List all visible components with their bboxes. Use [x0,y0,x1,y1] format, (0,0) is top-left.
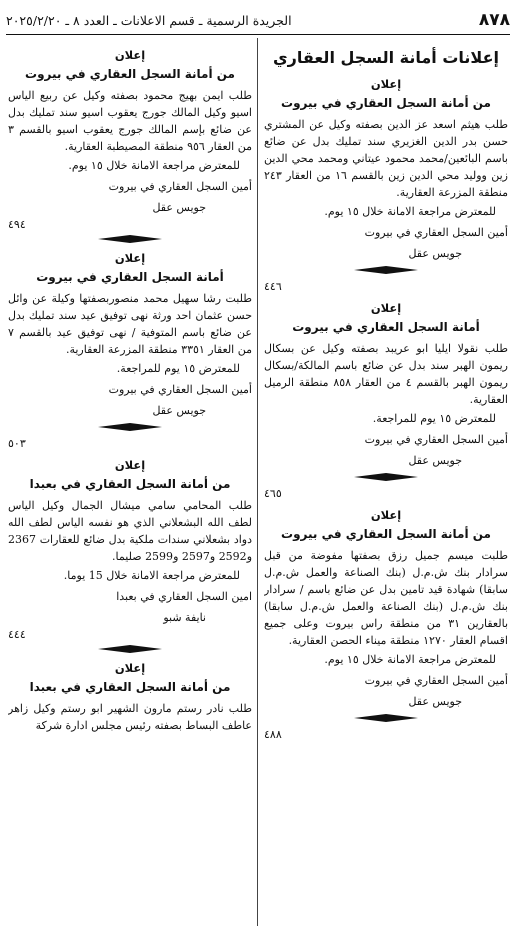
notice-body: طلب ايمن بهيج محمود بصفته وكيل عن ربيع الياس اسيو وكيل المالك جورج يعقوب اسيو سند تمليك بدل عن ضائع بإسم المالك جورج يعقوب اسيو بالقسم ٣ من العقار ٩٥٦ منطقة المصيطبة العقارية. [8,89,252,153]
signature-title: أمين السجل العقاري في بيروت [364,226,508,239]
notice-objection: للمعترض ١٥ يوم للمراجعة. [116,362,240,375]
signature-name: جويس عقل [152,404,206,417]
divider-ornament [8,423,252,431]
page-header [6,6,510,34]
page-number: ٨٧٨ [478,10,510,30]
signature-name: جويس عقل [408,454,462,467]
notice-number: ٤٤٦ [264,280,282,293]
signature-title: أمين السجل العقاري في بيروت [108,180,252,193]
notice-body: طلب هيثم اسعد عز الدين بصفته وكيل عن المشتري حسن بدر الدين الغزيري سند تمليك بدل عن ضائع باسم البائعين/محمد محمود عيتاني ومحمد محي الدين زين ووليد محي الدين زين بالقسم ١٦ من العقار ٢٤٣ منطقة المزرعة العقارية. [264,118,508,199]
right-column [264,40,508,745]
notice-number: ٤٦٥ [264,487,282,500]
divider-ornament [8,645,252,653]
divider-ornament [264,714,508,722]
notice-488 [264,508,508,741]
notice-494 [8,48,252,243]
notice-label: إعلان [370,508,402,522]
notice-444 [8,458,252,653]
notice-heading: من أمانة السجل العقاري في بعبدا [29,477,231,491]
notice-number: ٤٨٨ [264,728,282,741]
notice-heading: من أمانة السجل العقاري في بيروت [25,67,235,81]
notice-number: ٤٩٤ [8,218,26,231]
notice-objection: للمعترض مراجعة الامانة خلال ١٥ يوم. [68,159,240,172]
signature-title: امين السجل العقاري في بعبدا [116,590,252,603]
notice-heading: أمانة السجل العقاري في بيروت [36,270,224,284]
notice-body: طلبت رشا سهيل محمد منصوربصفتها وكيلة عن وائل حسن عثمان احد ورثة نهى توفيق عيد سند تمليك بدل عن ضائع باسم المتوفية / نهى توفيق عيد بالقسم ٧ من العقار ٣٣٥١ منطقة المزرعة العقارية. [8,292,252,356]
notice-body: طلب نادر رستم مارون الشهير ابو رستم وكيل زاهر عاطف البساط بصفته رئيس مجلس ادارة شركة [8,702,252,732]
header-rule [6,34,510,35]
notice-label: إعلان [114,458,146,472]
notice-body: طلب نقولا ايليا ابو عريبد بصفته وكيل عن بسكال ريمون الهبر سند بدل عن ضائع باسم المالكة/بسكال ريمون الهبر بالقسم ٤ من العقار ٨٥٨ منطقة الرميل العقارية. [264,342,508,406]
running-head: الجريدة الرسمية ـ قسم الاعلانات ـ العدد ٨ ـ ٢٠٢٥/٢/٢٠ [6,12,292,28]
notice-heading: أمانة السجل العقاري في بيروت [292,320,480,334]
signature-title: أمين السجل العقاري في بيروت [108,383,252,396]
column-divider [257,38,258,926]
notice-continued [8,661,252,734]
notice-number: ٤٤٤ [8,628,26,641]
notice-body: طلبت ميسم جميل رزق بصفتها مفوضة من قبل سرادار بنك ش.م.ل (بنك الصناعة والعمل ش.م.ل سابقا) شهادة قيد تامين بدل عن ضائع باسم / سرادار بنك ش.م.ل (بنك الصناعة والعمل ش.م.ل سابقا) بالعقارين ٣١ من منطقة راس بيروت وعلى جميع اقسام العقار ١٢٧٠ منطقة ميناء الحصن العقارية. [264,549,508,647]
signature-title: أمين السجل العقاري في بيروت [364,674,508,687]
notice-label: إعلان [370,77,402,91]
left-column [8,40,252,738]
divider-ornament [264,473,508,481]
divider-ornament [8,235,252,243]
notice-label: إعلان [370,301,402,315]
notice-heading: من أمانة السجل العقاري في بيروت [281,96,491,110]
signature-title: أمين السجل العقاري في بيروت [364,433,508,446]
notice-503 [8,251,252,450]
notice-objection: للمعترض مراجعة الامانة خلال 15 يوما. [63,569,240,582]
notice-objection: للمعترض ١٥ يوم للمراجعة. [372,412,496,425]
notice-objection: للمعترض مراجعة الامانة خلال ١٥ يوم. [324,653,496,666]
signature-name: جويس عقل [408,247,462,260]
notice-label: إعلان [114,661,146,675]
signature-name: جويس عقل [152,201,206,214]
signature-name: نايفة شبو [163,611,206,624]
notice-heading: من أمانة السجل العقاري في بيروت [281,527,491,541]
notice-465 [264,301,508,500]
section-title: إعلانات أمانة السجل العقاري [273,48,499,67]
notice-number: ٥٠٣ [8,437,26,450]
notice-body: طلب المحامي سامي ميشال الجمال وكيل الياس لطف الله البشعلاني الذي هو نفسه الياس لطف الله دواد بشعلاني سندات ملكية بدل ضائع للعقارات 2367 و2592 و2597 و2599 صليما. [8,499,252,563]
notice-heading: من أمانة السجل العقاري في بعبدا [29,680,231,694]
notice-objection: للمعترض مراجعة الامانة خلال ١٥ يوم. [324,205,496,218]
notice-label: إعلان [114,251,146,265]
divider-ornament [264,266,508,274]
notice-446 [264,77,508,293]
signature-name: جويس عقل [408,695,462,708]
notice-label: إعلان [114,48,146,62]
